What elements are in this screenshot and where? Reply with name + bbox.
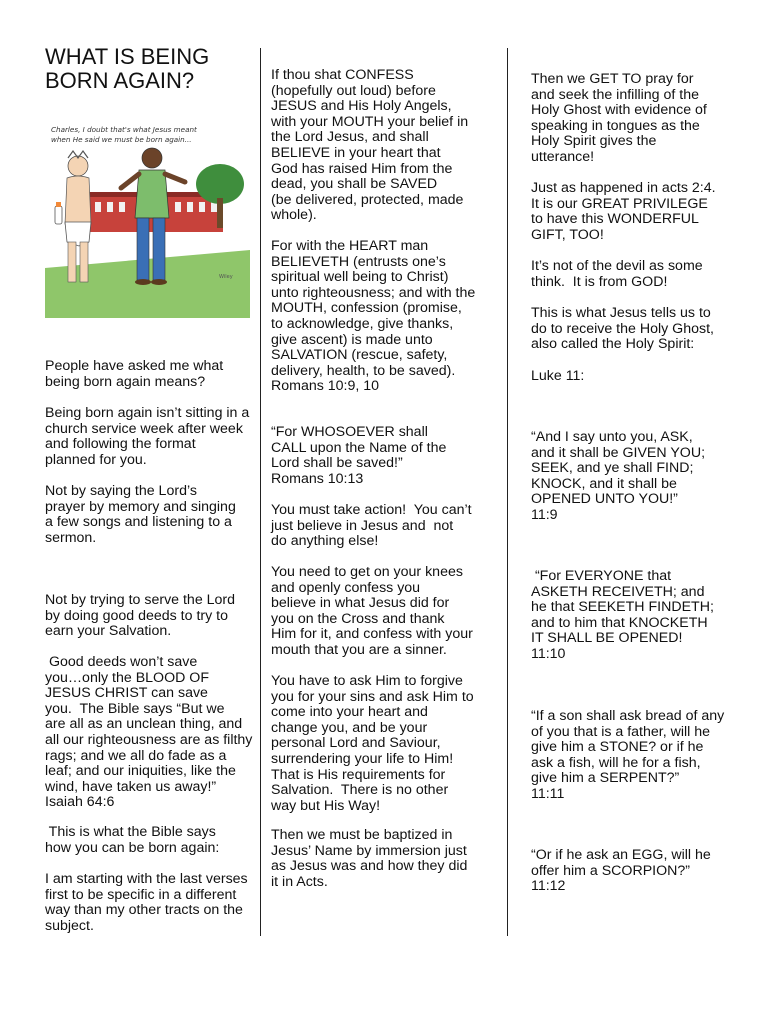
- paragraph: Then we must be baptized in Jesus’ Name by immersion just as Jesus was and how they did it in Acts.: [271, 827, 468, 890]
- paragraph: “And I say unto you, ASK, and it shall be GIVEN YOU; SEEK, and ye shall FIND; KNOCK, and it shall be OPENED UNTO YOU!” 11:9: [531, 429, 706, 523]
- paragraph: “For EVERYONE that ASKETH RECEIVETH; and he that SEEKETH FINDETH; and to him that KNOCKETH IT SHALL BE OPENED! 11:10: [531, 568, 714, 662]
- page-title: WHAT IS BEING BORN AGAIN?: [45, 44, 210, 93]
- paragraph: “For WHOSOEVER shall CALL upon the Name of the Lord shall be saved!” Romans 10:13: [271, 424, 447, 487]
- column-divider: [507, 48, 508, 936]
- paragraph: Being born again isn’t sitting in a church service week after week and following the format planned for you.: [45, 405, 250, 468]
- paragraph: You need to get on your knees and openly confess you believe in what Jesus did for you on the Cross and thank Him for it, and confess with your mouth that you are a sinner.: [271, 564, 473, 658]
- paragraph: For with the HEART man BELIEVETH (entrusts one’s spiritual well being to Christ) unto righteousness; and with the MOUTH, confession (promise, to acknowledge, give thanks, give ascent) is made unto SALVATION (rescue, safety, delivery, health, to be saved). Romans 10:9, 10: [271, 238, 476, 395]
- paragraph: “Or if he ask an EGG, will he offer him a SCORPION?” 11:12: [531, 847, 711, 895]
- paragraph: Not by trying to serve the Lord by doing good deeds to try to earn your Salvation.: [45, 592, 236, 640]
- cartoon-signature: Wiley: [219, 274, 233, 280]
- cartoon-image: [45, 118, 250, 318]
- paragraph: People have asked me what being born again means?: [45, 358, 224, 390]
- paragraph: “If a son shall ask bread of any of you that is a father, will he give him a STONE? or if he ask a fish, will he for a fish, give him a SERPENT?” 11:11: [531, 708, 725, 802]
- paragraph: Luke 11:: [531, 368, 585, 384]
- paragraph: This is what the Bible says how you can be born again:: [45, 824, 220, 856]
- paragraph: Not by saying the Lord’s prayer by memory and singing a few songs and listening to a sermon.: [45, 483, 236, 546]
- paragraph: Then we GET TO pray for and seek the infilling of the Holy Ghost with evidence of speaking in tongues as the Holy Spirit gives the utterance!: [531, 71, 707, 165]
- paragraph: Good deeds won’t save you…only the BLOOD OF JESUS CHRIST can save you. The Bible says “But we are all as an unclean thing, and all our righteousness are as filthy rags; and we all do fade as a leaf; and our iniquities, like the wind, have taken us away!” Isaiah 64:6: [45, 654, 253, 811]
- cartoon-caption-line-2: when He said we must be born again...: [51, 135, 192, 144]
- paragraph: It’s not of the devil as some think. It is from GOD!: [531, 258, 703, 290]
- paragraph: If thou shat CONFESS (hopefully out loud) before JESUS and His Holy Angels, with your MOUTH your belief in the Lord Jesus, and shall BELIEVE in your heart that God has raised Him from the dead, you shall be SAVED (be delivered, protected, made whole).: [271, 67, 469, 224]
- column-divider: [260, 48, 261, 936]
- cartoon-caption-line-1: Charles, I doubt that's what Jesus meant: [51, 125, 197, 134]
- paragraph: Just as happened in acts 2:4. It is our GREAT PRIVILEGE to have this WONDERFUL GIFT, TOO!: [531, 180, 716, 243]
- paragraph: I am starting with the last verses first to be specific in a different way than my other tracts on the subject.: [45, 871, 248, 934]
- paragraph: You have to ask Him to forgive you for your sins and ask Him to come into your heart and change you, and be your personal Lord and Saviour, surrendering your life to Him! That is His requirements for Salvation. There is no other way but His Way!: [271, 673, 474, 814]
- paragraph: This is what Jesus tells us to do to receive the Holy Ghost, also called the Holy Spirit:: [531, 305, 714, 353]
- paragraph: You must take action! You can’t just believe in Jesus and not do anything else!: [271, 502, 472, 550]
